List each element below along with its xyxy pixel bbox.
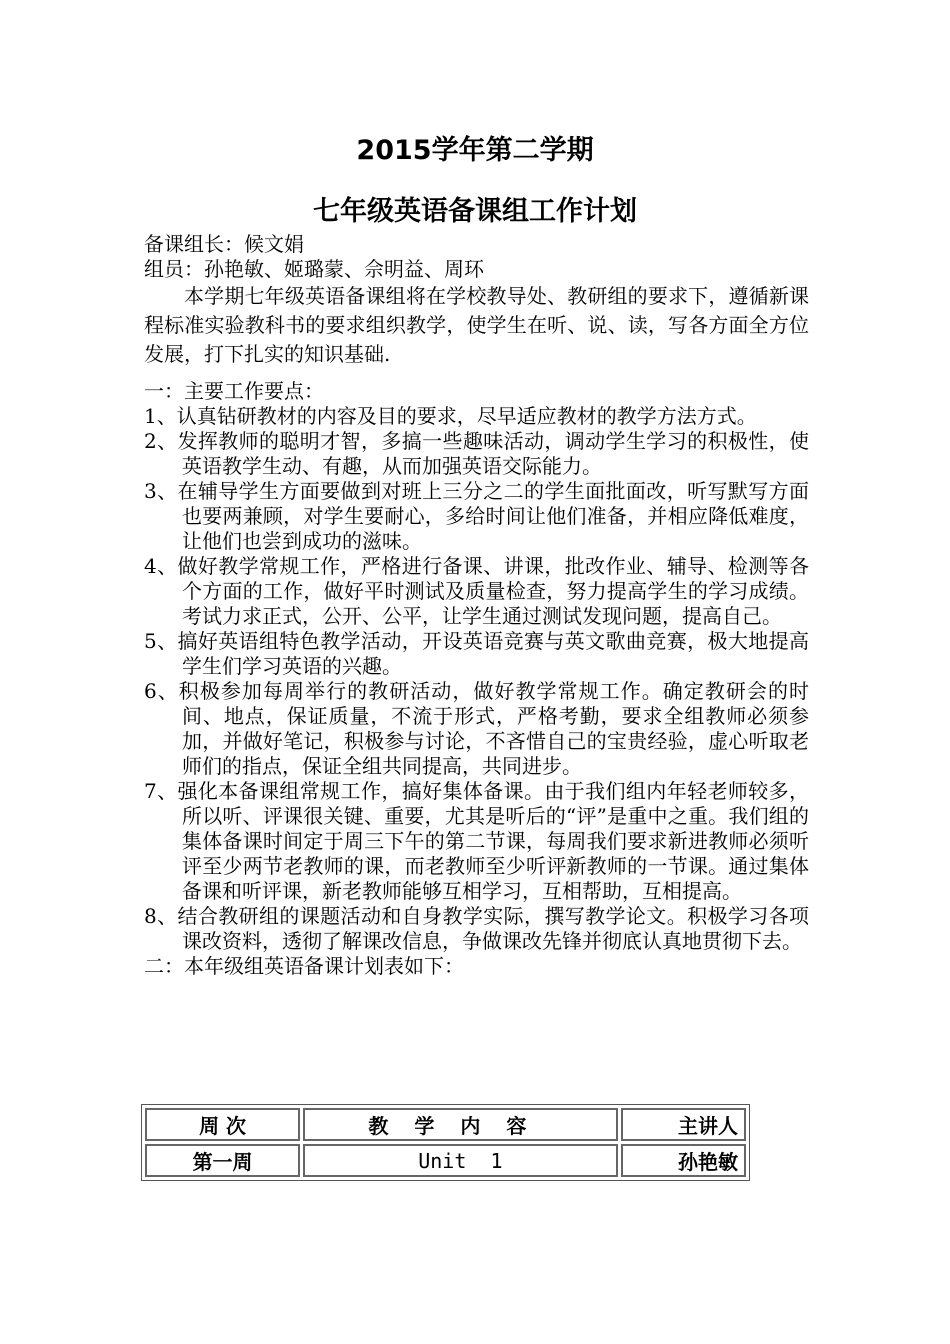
- cell-speaker: 孙艳敏: [621, 1144, 746, 1177]
- list-item: 1、认真钻研教材的内容及目的要求，尽早适应教材的教学方法方式。: [144, 404, 757, 428]
- document-body: [144, 232, 809, 979]
- document-title-year: 2015学年第二学期: [356, 135, 594, 166]
- document-title-plan: 七年级英语备课组工作计划: [313, 196, 637, 227]
- group-leader: 备课组长：候文娟: [144, 232, 304, 256]
- header-content: 教学内容: [303, 1108, 617, 1141]
- list-item: 2、发挥教师的聪明才智，多搞一些趣味活动，调动学生学习的积极性，使英语教学生动、有趣，从而加强英语交际能力。: [144, 429, 809, 478]
- table-row: [145, 1144, 746, 1177]
- cell-week: 第一周: [145, 1144, 300, 1177]
- cell-content: Unit 1: [303, 1144, 617, 1177]
- list-item: 4、做好教学常规工作，严格进行备课、讲课，批改作业、辅导、检测等各个方面的工作，做好平时测试及质量检查，努力提高学生的学习成绩。考试力求正式，公开、公平，让学生通过测试发现问题，提高自己。: [144, 554, 809, 628]
- list-item: 3、在辅导学生方面要做到对班上三分之二的学生面批面改，听写默写方面也要两兼顾，对学生要耐心，多给时间让他们准备，并相应降低难度，让他们也尝到成功的滋味。: [144, 479, 809, 553]
- list-item: 8、结合教研组的课题活动和自身教学实际，撰写教学论文。积极学习各项课改资料，透彻了解课改信息，争做课改先锋并彻底认真地贯彻下去。: [144, 904, 809, 953]
- list-item: 5、搞好英语组特色教学活动，开设英语竞赛与英文歌曲竞赛，极大地提高学生们学习英语的兴趣。: [144, 629, 809, 678]
- table-header-row: [145, 1108, 746, 1141]
- intro-paragraph: 本学期七年级英语备课组将在学校教导处、教研组的要求下，遵循新课程标准实验教科书的要求组织教学，使学生在听、说、读，写各方面全方位发展，打下扎实的知识基础.: [144, 284, 809, 366]
- schedule-table: [141, 1104, 750, 1181]
- section-heading-key-points: 一：主要工作要点：: [144, 379, 324, 403]
- list-item: 6、积极参加每周举行的教研活动，做好教学常规工作。确定教研会的时间、地点，保证质量，不流于形式，严格考勤，要求全组教师必须参加，并做好笔记，积极参与讨论，不吝惜自己的宝贵经验，虚心听取老师们的指点，保证全组共同提高，共同进步。: [144, 679, 809, 778]
- header-week: 周 次: [145, 1108, 300, 1141]
- group-members: 组员：孙艳敏、姬璐蒙、佘明益、周环: [144, 257, 484, 281]
- section-heading-schedule: 二：本年级组英语备课计划表如下：: [144, 954, 464, 978]
- list-item: 7、强化本备课组常规工作，搞好集体备课。由于我们组内年轻老师较多，所以听、评课很关键、重要，尤其是听后的“评”是重中之重。我们组的集体备课时间定于周三下午的第二节课，每周我们要求新进教师必须听评至少两节老教师的课，而老教师至少听评新教师的一节课。通过集体备课和听评课，新老教师能够互相学习，互相帮助，互相提高。: [144, 779, 809, 903]
- header-speaker: 主讲人: [621, 1108, 746, 1141]
